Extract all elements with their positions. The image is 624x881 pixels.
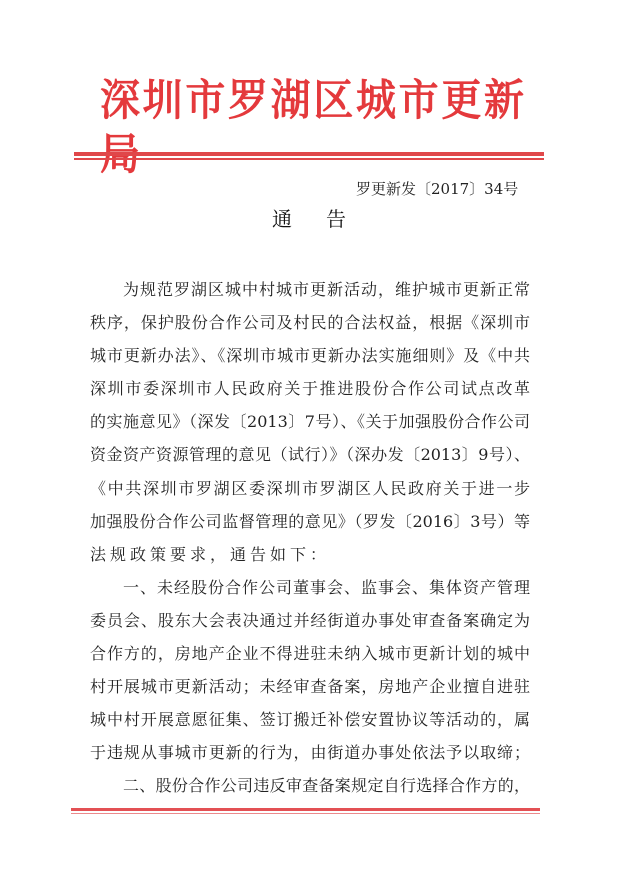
notice-body <box>90 276 530 806</box>
body-line: 的实施意见》（深发〔2013〕7号）、《关于加强股份合作公司 <box>90 412 530 432</box>
body-line: 《中共深圳市罗湖区委深圳市罗湖区人民政府关于进一步 <box>90 478 530 498</box>
masthead-divider-thick <box>74 152 544 156</box>
footer-divider-thick <box>71 808 540 811</box>
clause-one-line: 城中村开展意愿征集、签订搬迁补偿安置协议等活动的，属 <box>90 710 530 730</box>
body-line: 加强股份合作公司监督管理的意见》（罗发〔2016〕3号）等 <box>90 511 530 531</box>
clause-one-line: 一、未经股份合作公司董事会、监事会、集体资产管理 <box>123 577 530 597</box>
body-line: 为规范罗湖区城中村城市更新活动，维护城市更新正常 <box>123 280 530 299</box>
footer-divider-thin <box>71 813 540 814</box>
clause-one-line: 合作方的，房地产企业不得进驻未纳入城市更新计划的城中 <box>90 644 530 664</box>
document-number: 罗更新发〔2017〕34号 <box>356 180 519 198</box>
masthead-divider-thin <box>74 158 544 160</box>
body-line: 秩序，保护股份合作公司及村民的合法权益，根据《深圳市 <box>90 313 530 333</box>
body-line: 法规政策要求，通告如下： <box>90 544 331 564</box>
body-line: 城市更新办法》、《深圳市城市更新办法实施细则》及《中共 <box>90 346 530 366</box>
clause-one-line: 委员会、股东大会表决通过并经街道办事处审查备案确定为 <box>90 610 530 630</box>
clause-one-line: 村开展城市更新活动；未经审查备案，房地产企业擅自进驻 <box>90 677 530 697</box>
notice-title: 通 告 <box>272 207 346 231</box>
body-line: 深圳市委深圳市人民政府关于推进股份合作公司试点改革 <box>90 379 530 399</box>
clause-two-line: 二、股份合作公司违反审查备案规定自行选择合作方的， <box>123 776 530 796</box>
issuer-masthead: 深圳市罗湖区城市更新局 <box>100 75 524 180</box>
body-line: 资金资产资源管理的意见（试行）》（深办发〔2013〕9号）、 <box>90 445 530 465</box>
clause-one-line: 于违规从事城市更新的行为，由街道办事处依法予以取缔； <box>90 743 530 763</box>
